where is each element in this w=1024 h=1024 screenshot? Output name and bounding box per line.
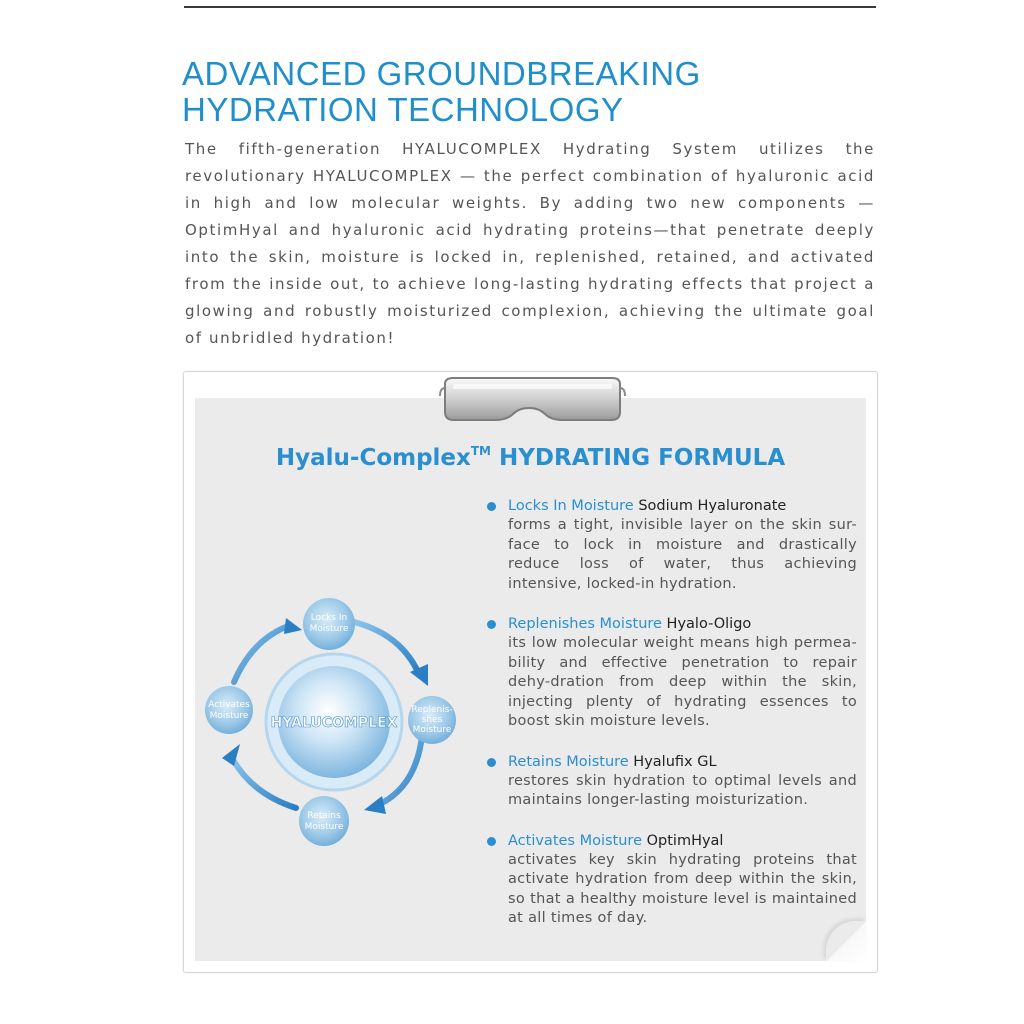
top-divider xyxy=(184,6,876,8)
formula-items xyxy=(484,496,857,949)
title-line-1: ADVANCED GROUNDBREAKING xyxy=(182,55,701,92)
item-heading xyxy=(508,614,857,634)
list-item xyxy=(484,496,857,594)
title-line-2: HYDRATION TECHNOLOGY xyxy=(182,91,624,128)
node-activates xyxy=(205,686,253,734)
bullet-icon xyxy=(487,620,496,629)
item-ingredient: Sodium Hyaluronate xyxy=(633,498,787,514)
item-description: restores skin hydration to optimal levels and maintains longer-lasting moisturization. xyxy=(508,772,857,808)
item-ingredient: Hyalo-Oligo xyxy=(661,616,752,632)
list-item xyxy=(484,752,857,811)
item-label: Locks In Moisture xyxy=(508,498,634,514)
item-heading xyxy=(508,752,857,772)
item-label: Retains Moisture xyxy=(508,753,629,770)
node-replenishes-line-1: Replenis- xyxy=(411,705,453,715)
bullet-icon xyxy=(487,758,496,767)
clipboard-clip-icon xyxy=(439,376,626,428)
hub-label: HYALUCOMPLEX xyxy=(270,715,398,731)
list-item xyxy=(484,831,857,929)
bullet-icon xyxy=(487,502,496,511)
bullet-icon xyxy=(487,837,496,846)
item-description: forms a tight, invisible layer on the skin sur-face to lock in moisture and drastically reduce loss of water, thus achieving intensive, locked-in hydration. xyxy=(508,517,857,592)
item-heading xyxy=(508,496,857,516)
intro-paragraph: The fifth-generation HYALUCOMPLEX Hydrating System utilizes the revolutionary HYALUCOMPLEX — the perfect combination of hyaluronic acid in high and low molecular weights. By adding two new components — OptimHyal and hyaluronic acid hydrating proteins—that penetrate deeply into the skin, moisture is locked in, replenished, retained, and activated from the inside out, to achieve long-lasting hydrating effects that project a glowing and robustly moisturized complexion, achieving the ultimate goal of unbridled hydration! xyxy=(185,140,875,347)
node-retains xyxy=(299,796,349,846)
formula-title-main: Hyalu-Complex xyxy=(275,445,471,471)
page-title xyxy=(182,56,882,128)
cycle-arrow-left-top xyxy=(234,626,288,682)
node-replenishes-line-3: Moisture xyxy=(412,725,452,735)
node-locks-in-line-2: Moisture xyxy=(309,624,349,634)
item-heading xyxy=(508,831,857,851)
item-ingredient: OptimHyal xyxy=(642,832,724,849)
hydration-cycle-diagram xyxy=(204,590,464,850)
item-ingredient: Hyalufix GL xyxy=(628,753,717,770)
trademark-mark: TM xyxy=(470,444,492,458)
list-item xyxy=(484,614,857,732)
item-description: activates key skin hydrating proteins that activate hydration from deep within the skin, so that a healthy moisture level is maintained at all times of day. xyxy=(508,851,857,926)
node-retains-line-2: Moisture xyxy=(304,822,344,832)
node-activates-line-2: Moisture xyxy=(209,711,249,721)
item-label: Activates Moisture xyxy=(508,832,642,849)
formula-title xyxy=(184,444,877,471)
node-activates-line-1: Activates xyxy=(208,700,250,710)
item-label: Replenishes Moisture xyxy=(508,616,662,632)
node-replenishes-line-2: shes xyxy=(421,715,443,725)
item-description: its low molecular weight means high permea-bility and effective penetration to repair dehy-dration from deep within the skin, injecting plenty of hydrating essences to boost skin moisture levels. xyxy=(508,635,857,729)
node-retains-line-1: Retains xyxy=(307,811,341,821)
formula-card xyxy=(183,371,878,973)
formula-title-rest: HYDRATING FORMULA xyxy=(491,445,786,471)
node-locks-in-line-1: Locks In xyxy=(310,613,348,623)
